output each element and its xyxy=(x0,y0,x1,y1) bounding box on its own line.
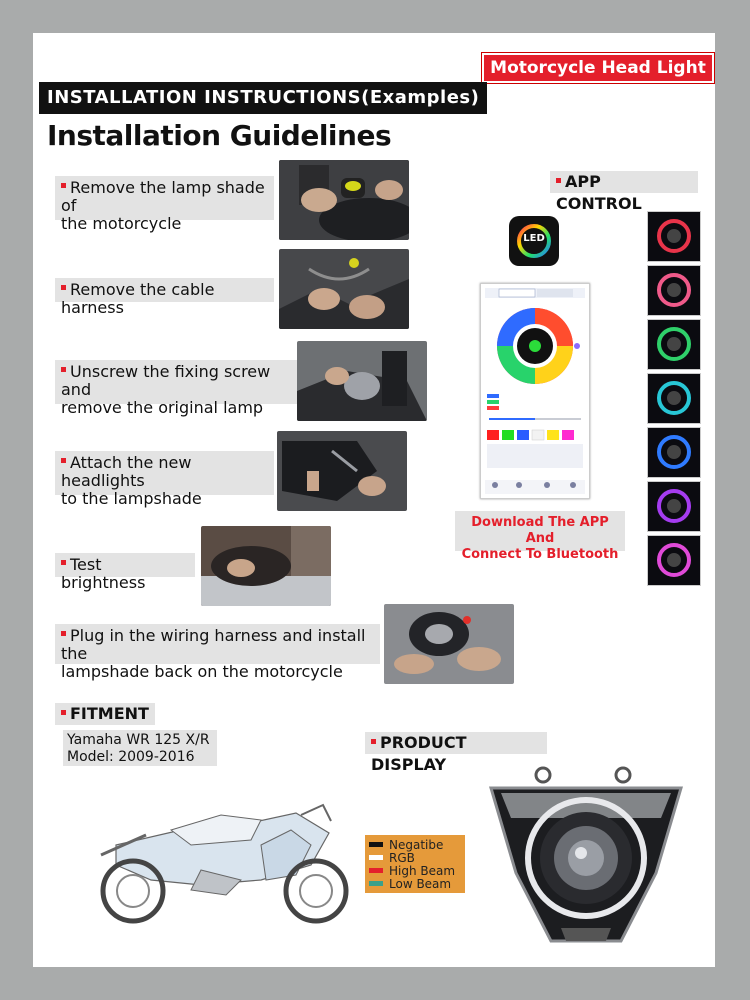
headlight-color-thumb-purple xyxy=(647,481,701,532)
headlight-product-image xyxy=(481,763,691,953)
bullet-icon xyxy=(61,710,66,715)
fitment-details: Yamaha WR 125 X/R Model: 2009-2016 xyxy=(63,730,217,766)
bullet-icon xyxy=(61,458,66,463)
legend-item: Low Beam xyxy=(369,877,461,890)
step-1-label: Remove the lamp shade of the motorcycle xyxy=(55,176,274,220)
color-wheel-screen xyxy=(481,284,589,498)
product-display-heading: PRODUCT DISPLAY xyxy=(365,732,547,754)
photo-illustration xyxy=(384,604,514,684)
legend-item: Negatibe xyxy=(369,838,461,851)
photo-illustration xyxy=(297,341,427,421)
legend-swatch xyxy=(369,855,383,860)
headlight-color-thumb-pink xyxy=(647,265,701,316)
bullet-icon xyxy=(61,367,66,372)
step-5-label: Test brightness xyxy=(55,553,195,577)
photo-illustration xyxy=(277,431,407,511)
instruction-sheet xyxy=(33,33,715,967)
app-control-heading: APP CONTROL xyxy=(550,171,698,193)
led-app-icon[interactable] xyxy=(509,216,559,266)
photo-illustration xyxy=(279,160,409,240)
bullet-icon xyxy=(371,739,376,744)
step-4-label: Attach the new headlights to the lampshade xyxy=(55,451,274,495)
motorcycle-icon xyxy=(61,785,361,925)
step-3-photo xyxy=(297,341,427,421)
app-icon-text: LED xyxy=(523,233,545,244)
legend-item: RGB xyxy=(369,851,461,864)
step-5-photo xyxy=(201,526,331,606)
step-1-photo xyxy=(279,160,409,240)
step-3-label: Unscrew the fixing screw and remove the original lamp xyxy=(55,360,297,404)
photo-illustration xyxy=(201,526,331,606)
photo-illustration xyxy=(279,249,409,329)
headlight-color-thumb-red xyxy=(647,211,701,262)
bullet-icon xyxy=(61,631,66,636)
app-screenshot xyxy=(480,283,590,499)
headlight-icon xyxy=(481,763,691,953)
step-6-photo xyxy=(384,604,514,684)
product-tag: Motorcycle Head Light xyxy=(482,53,714,83)
instructions-banner: INSTALLATION INSTRUCTIONS(Examples) xyxy=(39,82,487,114)
bullet-icon xyxy=(61,560,66,565)
headlight-color-thumb-blue xyxy=(647,427,701,478)
download-app-note: Download The APP And Connect To Bluetooth xyxy=(455,511,625,551)
motorcycle-illustration xyxy=(61,785,361,925)
fitment-heading: FITMENT xyxy=(55,703,155,725)
headlight-color-thumb-cyan xyxy=(647,373,701,424)
page-title: Installation Guidelines xyxy=(47,119,392,152)
wire-color-legend xyxy=(365,835,465,893)
headlight-color-thumb-magenta xyxy=(647,535,701,586)
legend-swatch xyxy=(369,842,383,847)
legend-swatch xyxy=(369,868,383,873)
headlight-color-thumb-green xyxy=(647,319,701,370)
step-2-photo xyxy=(279,249,409,329)
bullet-icon xyxy=(556,178,561,183)
legend-item: High Beam xyxy=(369,864,461,877)
bullet-icon xyxy=(61,183,66,188)
legend-swatch xyxy=(369,881,383,886)
bullet-icon xyxy=(61,285,66,290)
step-4-photo xyxy=(277,431,407,511)
step-2-label: Remove the cable harness xyxy=(55,278,274,302)
step-6-label: Plug in the wiring harness and install the lampshade back on the motorcycle xyxy=(55,624,380,664)
